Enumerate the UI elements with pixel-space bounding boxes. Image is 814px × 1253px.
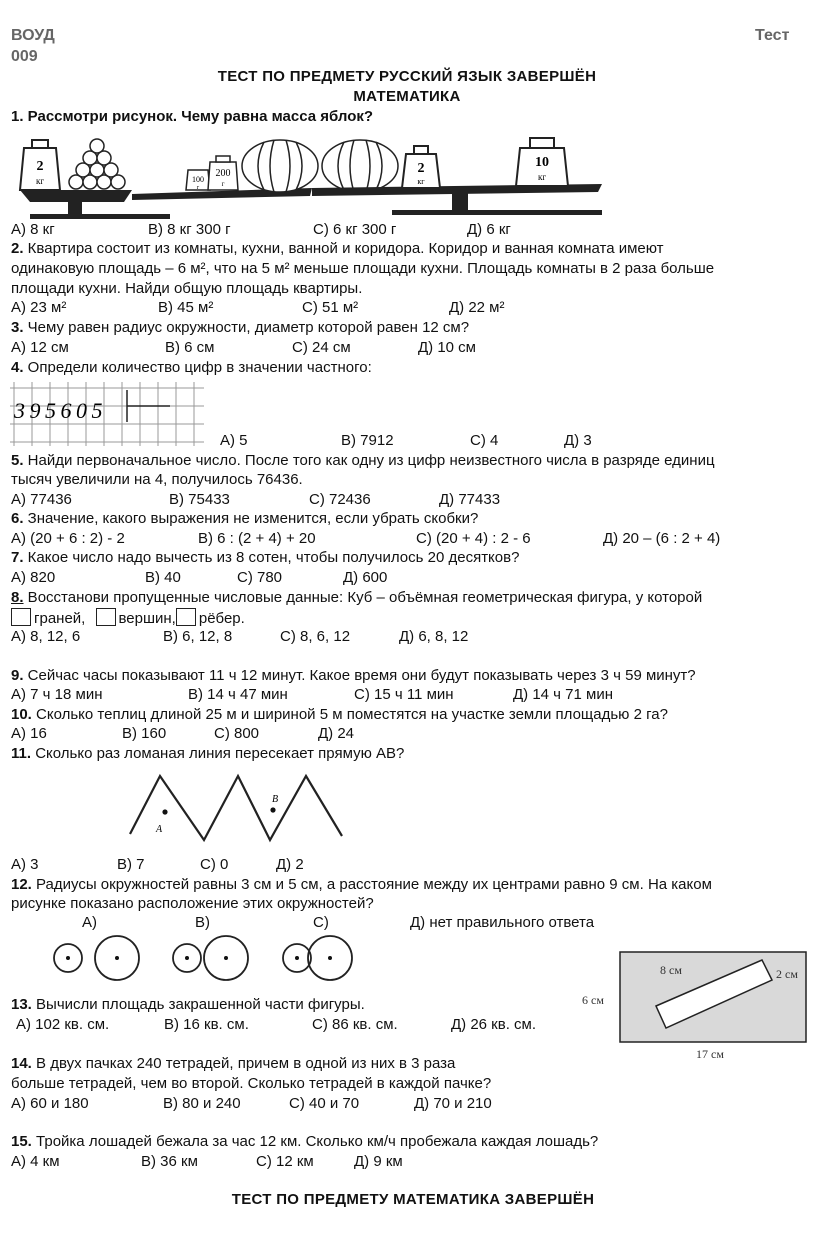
q14-option-b[interactable]: В) 80 и 240 (163, 1095, 241, 1112)
q10-option-a[interactable]: А) 16 (11, 725, 47, 742)
q10-option-d[interactable]: Д) 24 (318, 725, 355, 742)
q11-option-b[interactable]: В) 7 (117, 856, 145, 873)
shaded-rectangle-figure (578, 946, 810, 1064)
q9-option-b[interactable]: В) 14 ч 47 мин (188, 686, 288, 703)
question-3: 3. Чему равен радиус окружности, диаметр которой равен 12 см? (11, 319, 470, 336)
question-8-line2: граней, вершин, рёбер. (11, 608, 245, 627)
q10-option-b[interactable]: В) 160 (122, 725, 167, 742)
circles-figures (50, 932, 370, 984)
question-5-line1: 5. Найди первоначальное число. После того как одну из цифр неизвестного числа в разряде единиц (11, 452, 715, 469)
question-13: 13. Вычисли площадь закрашенной части фигуры. (11, 996, 365, 1013)
q12-option-d[interactable]: Д) нет правильного ответа (410, 914, 595, 931)
q15-option-a[interactable]: А) 4 км (11, 1153, 60, 1170)
question-2-line2: одинаковую площадь – 6 м², что на 5 м² меньше площади кухни. Площадь комнаты в 2 раза больше (11, 260, 715, 277)
svg-text:кг: кг (35, 176, 45, 186)
q5-option-b[interactable]: В) 75433 (169, 491, 230, 508)
svg-text:B: B (272, 794, 279, 805)
q12-option-a[interactable]: А) (82, 914, 97, 931)
q9-option-a[interactable]: А) 7 ч 18 мин (11, 686, 103, 703)
question-11: 11. Сколько раз ломаная линия пересекает прямую АВ? (11, 745, 405, 762)
q12-option-b[interactable]: В) (195, 914, 210, 931)
question-4: 4. Определи количество цифр в значении частного: (11, 359, 372, 376)
header-code: ВОУД (11, 27, 55, 44)
question-6: 6. Значение, какого выражения не изменится, если убрать скобки? (11, 510, 479, 527)
q5-option-c[interactable]: С) 72436 (309, 491, 371, 508)
q2-option-a[interactable]: А) 23 м² (11, 299, 67, 316)
question-1: 1. Рассмотри рисунок. Чему равна масса яблок? (11, 108, 374, 125)
q7-option-d[interactable]: Д) 600 (343, 569, 388, 586)
q11-option-d[interactable]: Д) 2 (276, 856, 304, 873)
q15-option-b[interactable]: В) 36 км (141, 1153, 198, 1170)
q2-option-d[interactable]: Д) 22 м² (449, 299, 505, 316)
svg-text:6 см: 6 см (582, 993, 604, 1007)
q13-option-c[interactable]: С) 86 кв. см. (312, 1016, 398, 1033)
q11-option-c[interactable]: С) 0 (200, 856, 229, 873)
answer-box-edges[interactable] (176, 608, 196, 626)
question-12-line1: 12. Радиусы окружностей равны 3 см и 5 см, а расстояние между их центрами равно 9 см. На каком (11, 876, 712, 893)
q3-option-a[interactable]: А) 12 см (11, 339, 69, 356)
svg-text:100: 100 (192, 175, 204, 184)
q5-option-d[interactable]: Д) 77433 (439, 491, 501, 508)
svg-text:кг: кг (537, 172, 547, 182)
q9-option-d[interactable]: Д) 14 ч 71 мин (513, 686, 613, 703)
q2-option-b[interactable]: В) 45 м² (158, 299, 214, 316)
q3-option-d[interactable]: Д) 10 см (418, 339, 476, 356)
svg-text:кг: кг (417, 177, 425, 186)
q14-option-c[interactable]: С) 40 и 70 (289, 1095, 360, 1112)
q8-option-a[interactable]: А) 8, 12, 6 (11, 628, 81, 645)
q1-option-b[interactable]: В) 8 кг 300 г (148, 221, 231, 238)
q1-option-c[interactable]: С) 6 кг 300 г (313, 221, 397, 238)
q14-option-a[interactable]: А) 60 и 180 (11, 1095, 89, 1112)
q11-option-a[interactable]: А) 3 (11, 856, 39, 873)
question-15: 15. Тройка лошадей бежала за час 12 км. Сколько км/ч пробежала каждая лошадь? (11, 1133, 599, 1150)
q5-option-a[interactable]: А) 77436 (11, 491, 72, 508)
svg-text:395605: 395605 (14, 398, 107, 423)
q6-option-d[interactable]: Д) 20 – (6 : 2 + 4) (603, 530, 721, 547)
title-math-done: ТЕСТ ПО ПРЕДМЕТУ МАТЕМАТИКА ЗАВЕРШЁН (231, 1191, 595, 1208)
question-2-line1: 2. Квартира состоит из комнаты, кухни, ванной и коридора. Коридор и ванная комната имеют (11, 240, 664, 257)
q10-option-c[interactable]: С) 800 (214, 725, 260, 742)
q4-option-a[interactable]: А) 5 (220, 432, 248, 449)
question-14-line2: больше тетрадей, чем во второй. Сколько тетрадей в каждой пачке? (11, 1075, 492, 1092)
svg-text:A: A (156, 824, 163, 835)
header-test-label: Тест (755, 27, 790, 44)
q1-option-d[interactable]: Д) 6 кг (467, 221, 511, 238)
svg-text:2 см: 2 см (776, 967, 798, 981)
q15-option-c[interactable]: С) 12 км (256, 1153, 314, 1170)
svg-text:2: 2 (417, 161, 425, 176)
scale-picture (12, 128, 607, 220)
q14-option-d[interactable]: Д) 70 и 210 (414, 1095, 492, 1112)
q4-option-b[interactable]: В) 7912 (341, 432, 394, 449)
q13-option-a[interactable]: А) 102 кв. см. (16, 1016, 110, 1033)
q13-option-d[interactable]: Д) 26 кв. см. (451, 1016, 537, 1033)
svg-text:8 см: 8 см (660, 963, 682, 977)
q1-option-a[interactable]: А) 8 кг (11, 221, 55, 238)
title-math: МАТЕМАТИКА (353, 88, 461, 105)
svg-text:г: г (196, 185, 200, 191)
q4-option-c[interactable]: С) 4 (470, 432, 499, 449)
answer-box-vertices[interactable] (96, 608, 116, 626)
q6-option-c[interactable]: С) (20 + 4) : 2 - 6 (416, 530, 531, 547)
question-7: 7. Какое число надо вычесть из 8 сотен, чтобы получилось 20 десятков? (11, 549, 520, 566)
title-russian-done: ТЕСТ ПО ПРЕДМЕТУ РУССКИЙ ЯЗЫК ЗАВЕРШЁН (217, 68, 597, 85)
q7-option-a[interactable]: А) 820 (11, 569, 56, 586)
question-12-line2: рисунке показано расположение этих окружностей? (11, 895, 374, 912)
header-number: 009 (11, 48, 38, 65)
question-14-line1: 14. В двух пачках 240 тетрадей, причем в одной из них в 3 раза (11, 1055, 456, 1072)
q6-option-a[interactable]: А) (20 + 6 : 2) - 2 (11, 530, 125, 547)
svg-text:200: 200 (215, 168, 231, 179)
question-2-line3: площади кухни. Найди общую площадь квартиры. (11, 280, 363, 297)
q8-option-c[interactable]: С) 8, 6, 12 (280, 628, 351, 645)
q12-option-c[interactable]: С) (313, 914, 329, 931)
q7-option-b[interactable]: В) 40 (145, 569, 181, 586)
q9-option-c[interactable]: С) 15 ч 11 мин (354, 686, 454, 703)
question-10: 10. Сколько теплиц длиной 25 м и шириной 5 м поместятся на участке земли площадью 2 га? (11, 706, 668, 723)
svg-text:г: г (221, 180, 225, 188)
question-8-line1: 8. Восстанови пропущенные числовые данные: Куб – объёмная геометрическая фигура, у которой (11, 589, 703, 606)
q4-option-d[interactable]: Д) 3 (564, 432, 592, 449)
question-9: 9. Сейчас часы показывают 11 ч 12 минут. Какое время они будут показывать через 3 ч 59 минут? (11, 667, 696, 684)
q13-option-b[interactable]: В) 16 кв. см. (164, 1016, 249, 1033)
q3-option-c[interactable]: С) 24 см (292, 339, 351, 356)
q8-option-d[interactable]: Д) 6, 8, 12 (399, 628, 469, 645)
q15-option-d[interactable]: Д) 9 км (354, 1153, 403, 1170)
svg-text:17 см: 17 см (696, 1047, 724, 1061)
svg-text:10: 10 (535, 155, 549, 170)
q2-option-c[interactable]: С) 51 м² (302, 299, 359, 316)
division-grid (10, 382, 204, 446)
answer-box-faces[interactable] (11, 608, 31, 626)
q6-option-b[interactable]: В) 6 : (2 + 4) + 20 (198, 530, 316, 547)
question-5-line2: тысяч увеличили на 4, получилось 76436. (11, 471, 303, 488)
q8-option-b[interactable]: В) 6, 12, 8 (163, 628, 233, 645)
zigzag-figure (120, 768, 360, 848)
q3-option-b[interactable]: В) 6 см (165, 339, 215, 356)
svg-text:2: 2 (36, 159, 44, 174)
q7-option-c[interactable]: С) 780 (237, 569, 283, 586)
